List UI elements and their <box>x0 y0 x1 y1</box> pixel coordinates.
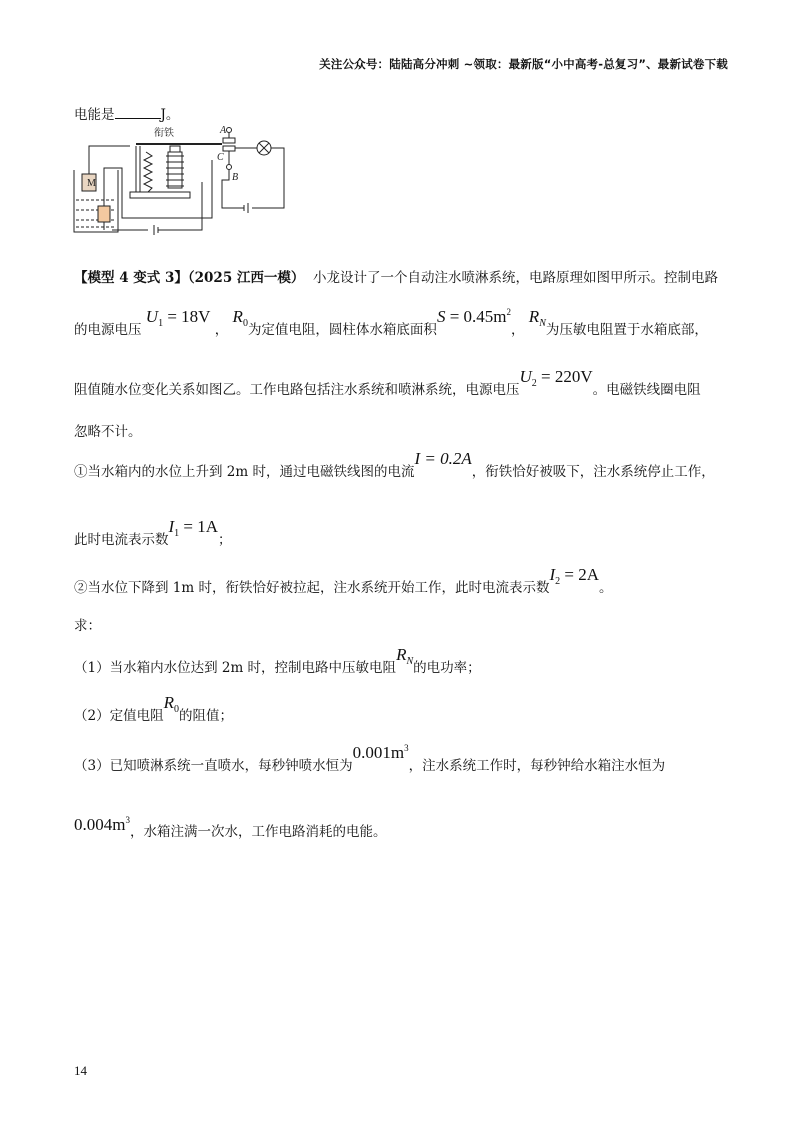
label-armature: 衔铁 <box>154 128 174 139</box>
text-span: 的电功率； <box>413 660 481 676</box>
label-C: C <box>217 152 224 163</box>
question-tag: 【模型 4 变式 3】 <box>74 270 188 286</box>
spray-rate-formula: $0.001m^3$ <box>352 743 409 762</box>
contact-A <box>227 128 232 133</box>
text-span: ， <box>214 322 229 338</box>
prev-question-suffix: J。 <box>160 107 180 123</box>
q1-rn-symbol: $R_N$ <box>396 645 414 667</box>
condition-2-line <box>74 565 613 599</box>
text-span: ①当水箱内的水位上升到 2m 时，通过电磁铁线图的电流 <box>74 464 415 480</box>
text-span: 的阻值； <box>178 708 233 724</box>
i1-formula: $I_1 = 1A$ <box>168 517 219 539</box>
sub-question-3-continued <box>74 815 387 841</box>
page-number: 14 <box>74 1063 87 1078</box>
circuit-diagram <box>72 122 292 240</box>
fill-rate-formula: $0.004m^3$ <box>74 815 130 834</box>
magnet-coil <box>168 152 182 188</box>
r0-formula: $R_0$ <box>232 307 248 329</box>
i2-formula: $I_2 = 2A$ <box>549 565 600 587</box>
label-A: A <box>220 125 227 136</box>
answer-blank[interactable] <box>115 106 161 119</box>
label-B: B <box>232 172 239 183</box>
spring <box>144 152 152 192</box>
prev-question-prefix: 电能是 <box>74 107 115 123</box>
question-line-3 <box>74 367 701 401</box>
sensor-box <box>98 206 110 222</box>
prev-question-line <box>74 103 179 123</box>
text-span: （2）定值电阻 <box>74 708 164 724</box>
text-span: 的电源电压 <box>74 322 142 338</box>
condition-1-continued <box>74 517 232 551</box>
text-span: （1）当水箱内水位达到 2m 时，控制电路中压敏电阻 <box>74 660 397 676</box>
sub-question-3 <box>74 743 666 775</box>
sub-question-1 <box>74 645 481 679</box>
question-source: （2025 江西一模） <box>187 270 305 286</box>
question-intro-line <box>74 266 718 286</box>
question-line-4: 忽略不计。 <box>74 424 142 440</box>
text-span: 此时电流表示数 <box>74 532 169 548</box>
question-line-2 <box>74 307 708 341</box>
contact-B <box>227 165 232 170</box>
q2-r0-symbol: $R_0$ <box>163 693 179 715</box>
text-span: 为定值电阻，圆柱体水箱底面积 <box>247 322 437 338</box>
text-span: 为压敏电阻置于水箱底部， <box>545 322 708 338</box>
label-M: M <box>87 178 96 189</box>
u1-formula: $U_1 = 18V$ <box>145 307 211 329</box>
condition-1-line <box>74 449 715 481</box>
rn-formula: $R_N$ <box>528 307 546 329</box>
ask-label: 求： <box>74 618 101 634</box>
magnet-base <box>130 192 190 198</box>
text-span: 阻值随水位变化关系如图乙。工作电路包括注水系统和喷淋系统，电源电压 <box>74 382 520 398</box>
text-span: ，衔铁恰好被吸下，注水系统停止工作， <box>471 464 715 480</box>
text-span: 。 <box>599 580 613 596</box>
text-span: ，水箱注满一次水，工作电路消耗的电能。 <box>129 824 387 840</box>
text-span: ， <box>511 322 525 338</box>
text-span: （3）已知喷淋系统一直喷水，每秒钟喷水恒为 <box>74 758 353 774</box>
text-span: 。电磁铁线圈电阻 <box>592 382 701 398</box>
u2-formula: $U_2 = 220V$ <box>519 367 593 389</box>
current-formula: I = 0.2A <box>414 449 472 468</box>
text-span: ②当水位下降到 1m 时，衔铁恰好被拉起，注水系统开始工作，此时电流表示数 <box>74 580 550 596</box>
question-intro: 小龙设计了一个自动注水喷淋系统，电路原理如图甲所示。控制电路 <box>313 270 719 286</box>
sub-question-2 <box>74 693 233 727</box>
text-span: ，注水系统工作时，每秒钟给水箱注水恒为 <box>408 758 666 774</box>
area-formula: $S = 0.45m^2$ <box>436 307 511 326</box>
text-span: ； <box>218 532 232 548</box>
page-header: 关注公众号：陆陆高分冲刺 ~领取：最新版“小中高考-总复习”、最新试卷下载 <box>319 57 728 71</box>
